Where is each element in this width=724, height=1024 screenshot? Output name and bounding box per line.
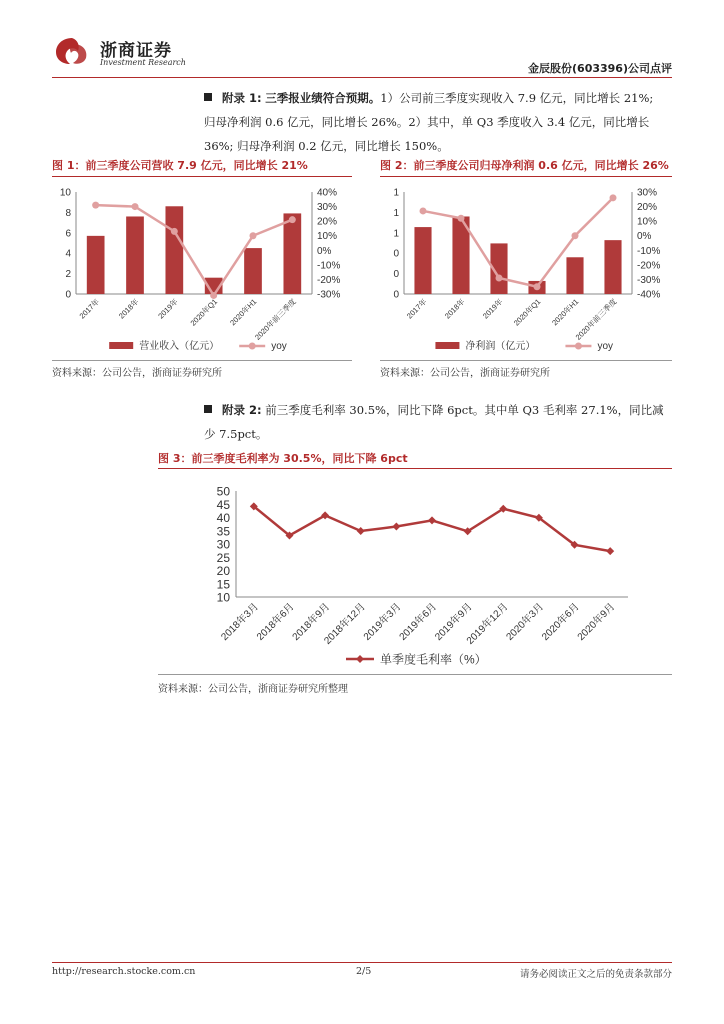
x-tick-label: 2018年: [442, 297, 467, 321]
legend-marker-line: [575, 343, 582, 350]
margin-point: [606, 547, 614, 555]
y-tick-label-right: -10%: [637, 245, 661, 257]
x-tick-label: 2019年: [156, 297, 180, 321]
yoy-point: [496, 274, 503, 281]
bar: [414, 227, 431, 294]
y-tick-label-left: 0: [393, 248, 399, 260]
x-tick-label: 2018年6月: [254, 601, 297, 643]
figure-1-title-rule: [52, 176, 352, 177]
figure-1-source-rule: [52, 360, 352, 361]
y-tick-label-right: -10%: [317, 260, 341, 272]
y-tick-label-left: 10: [59, 187, 71, 199]
y-tick-label: 45: [216, 497, 230, 512]
legend-label-line: yoy: [271, 341, 287, 352]
yoy-point: [132, 203, 139, 210]
x-tick-label: 2020年3月: [504, 601, 547, 643]
y-tick-label-left: 2: [65, 269, 71, 281]
x-tick-label: 2017年: [77, 297, 102, 321]
yoy-point: [289, 216, 296, 223]
legend-label-bar: 净利润（亿元）: [465, 341, 536, 352]
y-tick-label-right: -30%: [637, 274, 661, 286]
figure-2-source-rule: [380, 360, 672, 361]
x-tick-label: 2019年3月: [361, 601, 404, 643]
net-profit-chart: [380, 180, 672, 360]
x-tick-label: 2019年9月: [433, 601, 475, 643]
legend-label-bar: 营业收入（亿元）: [139, 341, 220, 352]
x-tick-label: 2017年: [404, 297, 429, 321]
y-tick-label-left: 0: [393, 269, 399, 281]
y-tick-label-left: 0: [393, 289, 399, 301]
y-tick-label-right: 0%: [317, 245, 332, 257]
bar: [283, 213, 301, 294]
y-tick-label-right: 0%: [637, 231, 652, 243]
x-tick-label: 2020年前三季度: [573, 297, 619, 342]
yoy-line: [423, 198, 613, 287]
x-tick-label: 2020年前三季度: [253, 297, 298, 342]
x-tick-label: 2018年3月: [219, 601, 261, 643]
y-tick-label: 15: [216, 577, 230, 592]
y-tick-label: 35: [216, 524, 230, 539]
yoy-line: [96, 205, 293, 295]
bullet-icon: [204, 405, 212, 413]
footer-disclaimer: 请务必阅读正文之后的免责条款部分: [519, 969, 672, 980]
appendix-2-paragraph: [204, 398, 674, 446]
x-tick-label: 2020年9月: [575, 601, 618, 643]
x-tick-label: 2019年6月: [397, 601, 440, 643]
appendix-1-line: 36%; 归母净利润 0.2 亿元，同比增长 150%。: [204, 139, 449, 153]
bar: [566, 257, 583, 294]
x-tick-label: 2019年12月: [464, 601, 511, 647]
y-tick-label: 30: [216, 537, 230, 552]
legend-swatch-bar: [109, 342, 133, 349]
bar: [604, 240, 621, 294]
appendix-2-line: 少 7.5pct。: [204, 427, 268, 441]
y-tick-label: 10: [216, 590, 230, 605]
bar: [244, 248, 262, 294]
bar: [126, 216, 144, 294]
y-tick-label-left: 1: [393, 228, 399, 240]
figure-1-title: 图 1：前三季度公司营收 7.9 亿元，同比增长 21%: [52, 159, 308, 172]
appendix-2-label: 附录 2:: [222, 403, 262, 417]
gross-margin-chart: [158, 472, 672, 672]
page-number: 2/5: [356, 966, 372, 977]
y-tick-label-right: -40%: [637, 289, 661, 301]
appendix-1-line: 归母净利润 0.6 亿元，同比增长 26%。2）其中，单 Q3 季度收入 3.4 亿元，同比增长: [204, 115, 650, 129]
legend-label-line: yoy: [597, 341, 614, 352]
bar: [165, 206, 183, 294]
figure-2-source: 资料来源：公司公告，浙商证券研究所: [380, 368, 550, 379]
x-tick-label: 2020年H1: [550, 297, 581, 328]
legend-marker: [356, 655, 364, 663]
figure-1-source: 资料来源：公司公告，浙商证券研究所: [52, 368, 222, 379]
y-tick-label-left: 4: [65, 248, 71, 260]
margin-point: [392, 523, 400, 531]
figure-2-title-rule: [380, 176, 672, 177]
figure-3-title-rule: [158, 468, 672, 469]
y-tick-label-left: 1: [393, 207, 399, 219]
y-tick-label-right: 40%: [317, 187, 338, 199]
y-tick-label: 40: [216, 511, 230, 525]
appendix-1-paragraph: [204, 86, 674, 158]
yoy-point: [420, 207, 427, 214]
footer-divider: [52, 962, 672, 963]
figure-3-source-rule: [158, 674, 672, 675]
appendix-1-headline: 三季报业绩符合预期。: [265, 91, 381, 105]
y-tick-label-right: -20%: [637, 260, 661, 272]
y-tick-label-right: 10%: [637, 216, 658, 228]
y-tick-label: 20: [216, 564, 230, 578]
company-name-en: Investment Research: [100, 58, 186, 67]
margin-point: [428, 516, 436, 524]
x-tick-label: 2020年6月: [540, 601, 582, 643]
y-tick-label-left: 6: [65, 228, 71, 240]
y-tick-label-right: 20%: [317, 216, 338, 228]
figure-3-source: 资料来源：公司公告，浙商证券研究所整理: [158, 684, 348, 695]
bullet-icon: [204, 93, 212, 101]
header-divider: [52, 77, 672, 78]
figure-3-title: 图 3：前三季度毛利率为 30.5%，同比下降 6pct: [158, 452, 408, 465]
y-tick-label-right: 10%: [317, 231, 338, 243]
y-tick-label-left: 1: [393, 187, 399, 199]
appendix-1-line: 1）公司前三季度实现收入 7.9 亿元，同比增长 21%;: [380, 91, 654, 105]
y-tick-label-right: 20%: [637, 202, 658, 214]
legend-label: 单季度毛利率（%）: [380, 652, 487, 667]
y-tick-label: 50: [216, 484, 230, 499]
y-tick-label-left: 8: [65, 207, 71, 219]
logo-icon: [52, 36, 92, 66]
yoy-point: [610, 194, 617, 201]
yoy-point: [250, 232, 257, 239]
footer-url[interactable]: http://research.stocke.com.cn: [52, 966, 196, 977]
y-tick-label-right: -20%: [317, 274, 341, 286]
yoy-point: [458, 215, 465, 222]
y-tick-label-right: 30%: [637, 187, 658, 199]
legend-swatch-bar: [435, 342, 459, 349]
x-tick-label: 2018年9月: [290, 601, 333, 643]
x-tick-label: 2020年H1: [228, 297, 259, 328]
yoy-point: [572, 232, 579, 239]
yoy-point: [534, 283, 541, 290]
x-tick-label: 2019年: [480, 297, 505, 321]
legend-marker-line: [249, 343, 256, 350]
x-tick-label: 2020年Q1: [188, 297, 220, 328]
y-tick-label-right: 30%: [317, 202, 338, 214]
yoy-point: [92, 202, 99, 209]
bar: [87, 236, 105, 294]
y-tick-label-left: 0: [65, 289, 71, 301]
x-tick-label: 2018年: [116, 297, 141, 321]
margin-point: [357, 527, 365, 535]
figure-2-title: 图 2：前三季度公司归母净利润 0.6 亿元，同比增长 26%: [380, 159, 669, 172]
margin-line: [254, 506, 610, 551]
revenue-chart: [52, 180, 352, 360]
x-tick-label: 2020年Q1: [511, 297, 543, 328]
appendix-1-label: 附录 1:: [222, 91, 262, 105]
report-title: 金辰股份(603396)公司点评: [528, 62, 672, 75]
yoy-point: [171, 228, 178, 235]
x-tick-label: 2018年12月: [322, 601, 368, 647]
appendix-2-line: 前三季度毛利率 30.5%，同比下降 6pct。其中单 Q3 毛利率 27.1%，同比减: [265, 403, 664, 417]
y-tick-label: 25: [216, 550, 230, 565]
y-tick-label-right: -30%: [317, 289, 341, 301]
company-name-cn: 浙商证券: [100, 41, 172, 61]
